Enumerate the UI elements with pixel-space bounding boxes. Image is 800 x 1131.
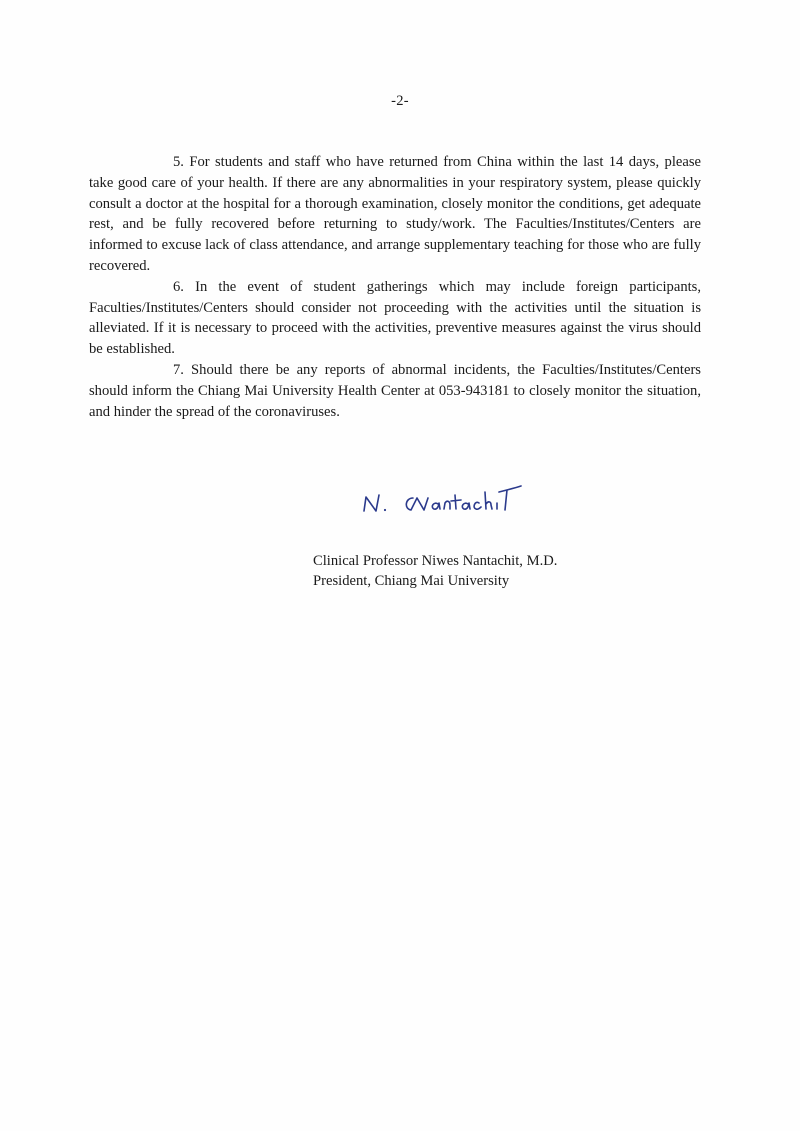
paragraph-item-7: 7. Should there be any reports of abnormal incidents, the Faculties/Institutes/Centers should inform the Chiang Mai University Health Center at 053-943181 to closely monitor the situation, and hinder the spread of the coronaviruses. [89, 361, 701, 420]
paragraph-item-5: 5. For students and staff who have returned from China within the last 14 days, please take good care of your health. If there are any abnormalities in your respiratory system, please quickly consult a doctor at the hospital for a thorough examination, closely monitor the conditions, get adequate rest, and be fully recovered before returning to study/work. The Faculties/Institutes/Centers are informed to excuse lack of class attendance, and arrange supplementary teaching for those who are fully recovered. [89, 154, 701, 274]
handwritten-signature [355, 476, 555, 528]
document-body [89, 152, 701, 422]
page-number: -2- [391, 93, 409, 109]
signer-block [313, 551, 557, 591]
paragraph-item-6: 6. In the event of student gatherings which may include foreign participants, Faculties/Institutes/Centers should consider not proceeding with the activities until the situation is alleviated. If it is necessary to proceed with the activities, preventive measures against the virus should be established. [89, 278, 701, 358]
signer-name: Clinical Professor Niwes Nantachit, M.D. [313, 553, 558, 569]
signer-title: President, Chiang Mai University [313, 573, 510, 589]
